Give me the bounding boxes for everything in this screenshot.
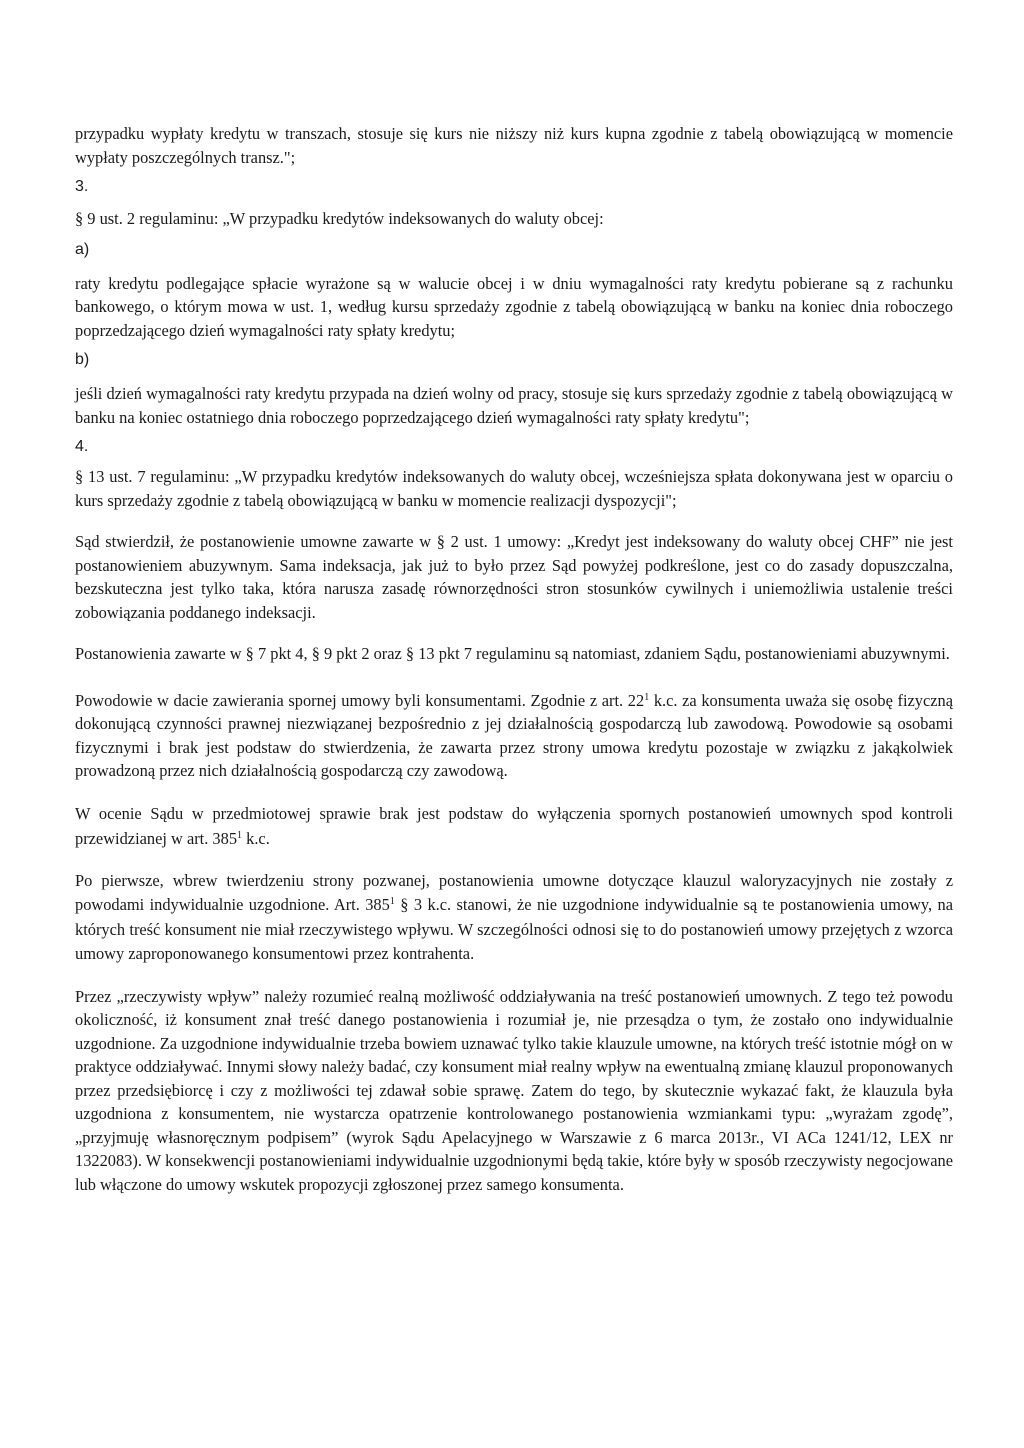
paragraph-court-assessment <box>75 801 953 851</box>
text-span: k.c. <box>242 828 270 848</box>
paragraph-tranche: przypadku wypłaty kredytu w transzach, stosuje się kurs nie niższy niż kurs kupna zgodnie z tabelą obowiązującą w momencie wypłaty poszczególnych transz."; <box>75 124 953 167</box>
text-span: k.c. za konsumenta uważa się osobę fizyczną dokonującą czynności prawnej niezwiązanej bezpośrednio z jej działalnością gospodarczą lub zawodową. Powodowie są osobami fizycznymi i brak jest podstaw do stwierdzenia, że zawarta przez strony umowa kredytu pozostaje w związku z jakąkolwiek prowadzoną przez nich działalnością gospodarczą czy zawodową. <box>75 690 953 780</box>
paragraph-item-b: jeśli dzień wymagalności raty kredytu przypada na dzień wolny od pracy, stosuje się kurs sprzedaży zgodnie z tabelą obowiązującą w banku na koniec ostatniego dnia roboczego poprzedzającego dzień wymagalności raty spłaty kredytu"; <box>75 384 953 427</box>
paragraph-court-finding: Sąd stwierdził, że postanowienie umowne zawarte w § 2 ust. 1 umowy: „Kredyt jest indeksowany do waluty obcej CHF” nie jest postanowieniem abuzywnym. Sama indeksacja, jak już to było przez Sąd powyżej podkreślone, jest co do zasady dopuszczalna, bezskuteczna jest tylko taka, która narusza zasadę równorzędności stron stosunków cywilnych i uniemożliwia ustalenie treści zobowiązania poddanego indeksacji. <box>75 532 953 622</box>
superscript: 1 <box>237 829 243 841</box>
list-number-4: 4. <box>75 438 89 455</box>
paragraph-consumers <box>75 689 953 783</box>
text-span: § 3 k.c. stanowi, że nie uzgodnione indywidualnie są te postanowienia umowy, na których treść konsument nie miał rzeczywistego wpływu. W szczególności odnosi się to do postanowień umowy przejętych z wzorca umowy zaproponowanego konsumentowi przez kontrahenta. <box>75 895 953 963</box>
paragraph-item-a: raty kredytu podlegające spłacie wyrażone są w walucie obcej i w dniu wymagalności raty kredytu pobierane są z rachunku bankowego, o którym mowa w ust. 1, według kursu sprzedaży zgodnie z tabelą obowiązującą w banku na koniec dnia roboczego poprzedzającego dzień wymagalności raty spłaty kredytu; <box>75 273 953 340</box>
paragraph-real-influence: Przez „rzeczywisty wpływ” należy rozumieć realną możliwość oddziaływania na treść postanowień umownych. Z tego też powodu okoliczność, iż konsument znał treść danego postanowienia i rozumiał je, nie przesądza o tym, że zostało ono indywidualnie uzgodnione. Za uzgodnione indywidualnie trzeba bowiem uznawać tylko takie klauzule umowne, na których treść istotnie mógł on w praktyce oddziaływać. Innymi słowy należy badać, czy konsument miał realny wpływ na ewentualną zmianę klauzul proponowanych przez przedsiębiorcę i czy z możliwości tej zdawał sobie sprawę. Zatem do tego, by skutecznie wykazać fakt, że klauzula była uzgodniona z konsumentem, nie wystarcza opatrzenie kontrolowanego postanowienia wzmiankami typu: „wyrażam zgodę”, „przyjmuję własnoręcznym podpisem” (wyrok Sądu Apelacyjnego w Warszawie z 6 marca 2013r., VI ACa 1241/12, LEX nr 1322083). W konsekwencji postanowieniami indywidualnie uzgodnionymi będą takie, które były w sposób rzeczywisty negocjowane lub włączone do umowy wskutek propozycji zgłoszonej przez samego konsumenta. <box>75 986 953 1194</box>
text-span: W ocenie Sądu w przedmiotowej sprawie brak jest podstaw do wyłączenia spornych postanowień umownych spod kontroli przewidzianej w art. 385 <box>75 803 953 848</box>
superscript: 1 <box>644 691 650 703</box>
text-span: Po pierwsze, wbrew twierdzeniu strony pozwanej, postanowienia umowne dotyczące klauzul waloryzacyjnych nie zostały z powodami indywidualnie uzgodnione. Art. 385 <box>75 870 953 914</box>
list-item-a: a) <box>75 240 90 258</box>
document-page <box>75 122 953 1196</box>
paragraph-section-9: § 9 ust. 2 regulaminu: „W przypadku kredytów indeksowanych do waluty obcej: <box>75 209 604 228</box>
text-span: Powodowie w dacie zawierania spornej umowy byli konsumentami. Zgodnie z art. 22 <box>75 690 645 710</box>
paragraph-section-13: § 13 ust. 7 regulaminu: „W przypadku kredytów indeksowanych do waluty obcej, wcześniejsza spłata dokonywana jest w oparciu o kurs sprzedaży zgodnie z tabelą obowiązującą w banku w momencie realizacji dyspozycji"; <box>75 467 953 510</box>
paragraph-abusive-clauses: Postanowienia zawarte w § 7 pkt 4, § 9 pkt 2 oraz § 13 pkt 7 regulaminu są natomiast, zdaniem Sądu, postanowieniami abuzywnymi. <box>75 644 950 663</box>
list-item-b: b) <box>75 351 90 368</box>
superscript: 1 <box>389 896 395 907</box>
list-number-3: 3. <box>75 178 89 195</box>
paragraph-first-argument <box>75 869 953 967</box>
